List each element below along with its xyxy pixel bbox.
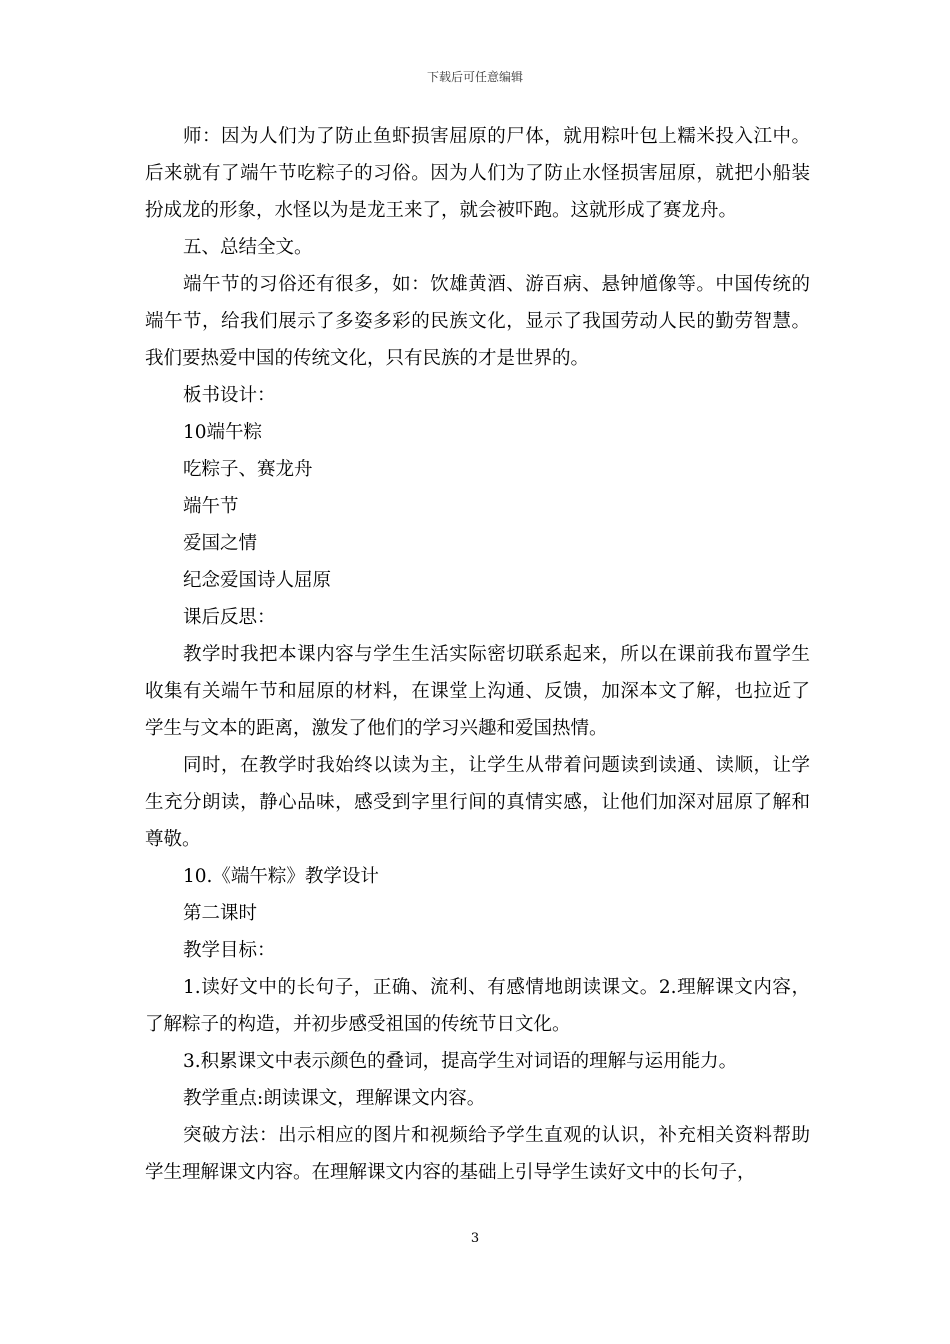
section-heading: 课后反思： [183,607,276,628]
board-line: 纪念爱国诗人屈原 [183,570,332,591]
paragraph: 1.读好文中的长句子，正确、流利、有感情地朗读课文。2.理解课文内容，了解粽子的构造，并初步感受祖国的传统节日文化。 [145,977,810,1035]
paragraph: 端午节的习俗还有很多，如：饮雄黄酒、游百病、悬钟馗像等。中国传统的端午节，给我们展示了多姿多彩的民族文化，显示了我国劳动人民的勤劳智慧。我们要热爱中国的传统文化，只有民族的才是世界的。 [145,274,810,369]
paragraph: 教学重点:朗读课文，理解课文内容。 [183,1088,486,1109]
paragraph: 教学时我把本课内容与学生生活实际密切联系起来，所以在课前我布置学生收集有关端午节和屈原的材料，在课堂上沟通、反馈，加深本文了解，也拉近了学生与文本的距离，激发了他们的学习兴趣和爱国热情。 [145,644,810,739]
board-line: 端午节 [183,496,239,517]
section-title: 10.《端午粽》教学设计 [183,866,379,887]
paragraph: 师：因为人们为了防止鱼虾损害屈原的尸体，就用粽叶包上糯米投入江中。后来就有了端午节吃粽子的习俗。因为人们为了防止水怪损害屈原，就把小船装扮成龙的形象，水怪以为是龙王来了，就会被吓跑。这就形成了赛龙舟。 [145,126,810,221]
section-heading: 教学目标： [183,940,276,961]
board-line: 爱国之情 [183,533,258,554]
section-heading: 五、总结全文。 [183,237,313,258]
page-header: 下载后可任意编辑 [426,70,523,84]
page-number: 3 [470,1231,480,1246]
paragraph: 突破方法：出示相应的图片和视频给予学生直观的认识，补充相关资料帮助学生理解课文内容。在理解课文内容的基础上引导学生读好文中的长句子， [145,1125,810,1183]
section-heading: 第二课时 [183,903,258,924]
paragraph: 3.积累课文中表示颜色的叠词，提高学生对词语的理解与运用能力。 [183,1051,738,1072]
document-body [145,118,810,1191]
paragraph: 同时，在教学时我始终以读为主，让学生从带着问题读到读通、读顺，让学生充分朗读，静心品味，感受到字里行间的真情实感，让他们加深对屈原了解和尊敬。 [145,755,810,850]
board-line: 吃粽子、赛龙舟 [183,459,313,480]
section-heading: 板书设计： [183,385,276,406]
board-line: 10端午粽 [183,422,263,443]
